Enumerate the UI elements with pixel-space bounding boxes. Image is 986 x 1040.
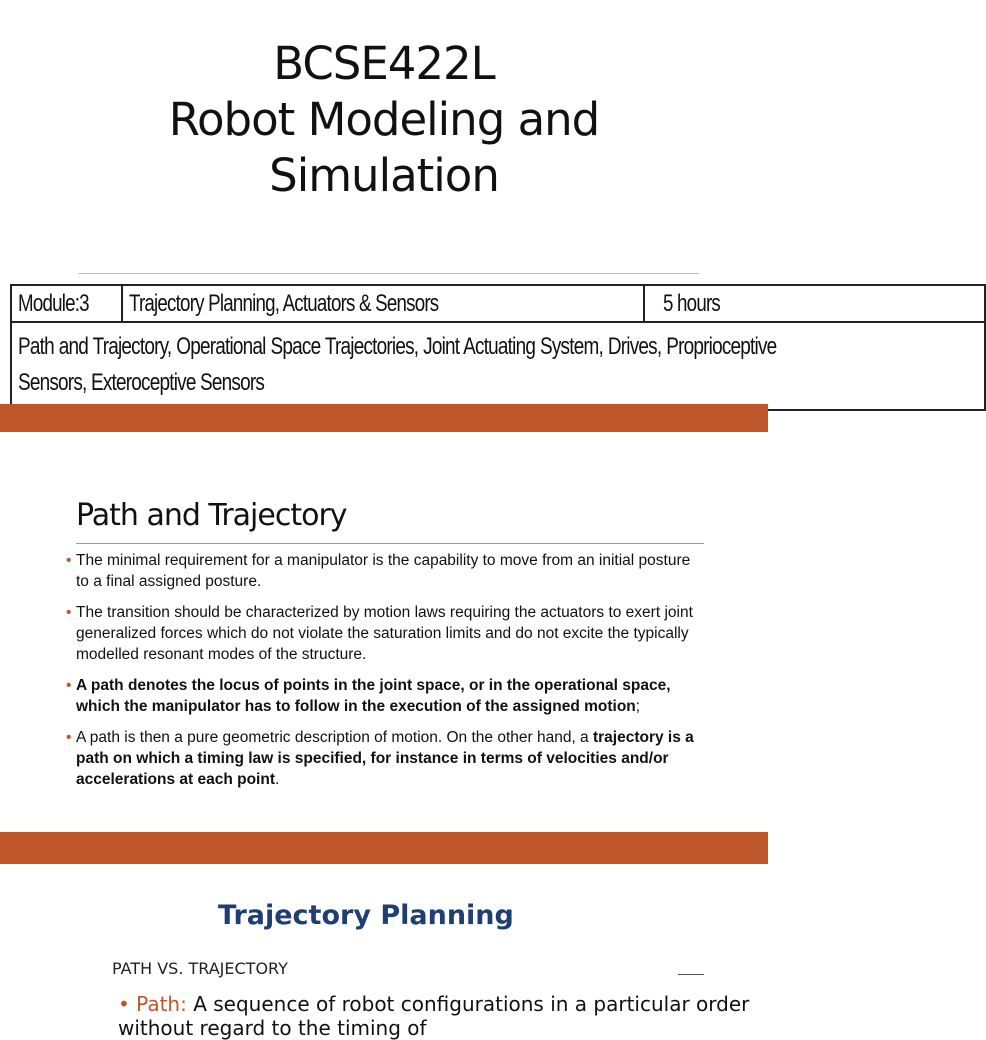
bullet-item	[66, 602, 706, 665]
module-contents-cell: Path and Trajectory, Operational Space Trajectories, Joint Actuating System, Drives, Proprioceptive Sensors, Exteroceptive Sensors	[11, 322, 985, 410]
slide-title: Path and Trajectory	[76, 498, 347, 533]
module-number-cell: Module:3	[11, 285, 122, 322]
bullet-list	[66, 550, 706, 800]
bullet-bold-text: trajectory is a path on which a timing law is specified, for instance in terms of velocities and/or accelerations at each point	[76, 729, 694, 788]
bullet-item	[118, 992, 758, 1040]
slide-subtitle: PATH VS. TRAJECTORY	[112, 959, 288, 978]
course-name-line1: Robot Modeling and	[168, 93, 600, 146]
bullet-text: A path is then a pure geometric description of motion. On the other hand, a	[76, 729, 593, 746]
bullet-text: The minimal requirement for a manipulator is the capability to move from an initial posture to a final assigned posture.	[76, 552, 691, 590]
bullet-bold-text: A path denotes the locus of points in the joint space, or in the operational space, which the manipulator has to follow in the execution of the assigned motion	[76, 677, 671, 715]
title-underline	[76, 543, 704, 544]
accent-band	[0, 404, 768, 432]
bullet-marker: •	[66, 552, 72, 569]
module-contents-row	[11, 322, 985, 410]
bullet-marker: •	[118, 992, 130, 1016]
bullet-marker: •	[66, 729, 72, 746]
slide-3	[0, 864, 768, 1040]
bullet-marker: •	[66, 677, 72, 694]
bullet-item	[66, 550, 706, 592]
module-topic-cell: Trajectory Planning, Actuators & Sensors	[122, 285, 644, 322]
slide-1	[0, 0, 777, 404]
bullet-text: A sequence of robot configurations in a particular order without regard to the timing of	[118, 992, 750, 1040]
bullet-item	[66, 675, 706, 717]
divider-line	[678, 974, 704, 975]
module-header-row	[11, 285, 985, 322]
bullet-marker: •	[66, 604, 72, 621]
bullet-text: .	[275, 771, 280, 788]
course-name-line2: Simulation	[269, 149, 499, 202]
slide-2	[0, 432, 768, 832]
bullet-item	[66, 727, 706, 790]
module-table	[10, 284, 986, 411]
divider-line	[78, 273, 699, 274]
bullet-text: The transition should be characterized by motion laws requiring the actuators to exert joint generalized forces which do not violate the saturation limits and do not excite the typically modelled resonant modes of the structure.	[76, 604, 693, 663]
bullet-text: ;	[635, 698, 641, 715]
course-code: BCSE422L	[273, 37, 495, 90]
slide-title	[0, 36, 768, 204]
bullet-term: Path:	[136, 992, 187, 1016]
accent-band	[0, 832, 768, 864]
module-hours-cell: 5 hours	[644, 285, 985, 322]
slide-title: Trajectory Planning	[218, 900, 514, 931]
